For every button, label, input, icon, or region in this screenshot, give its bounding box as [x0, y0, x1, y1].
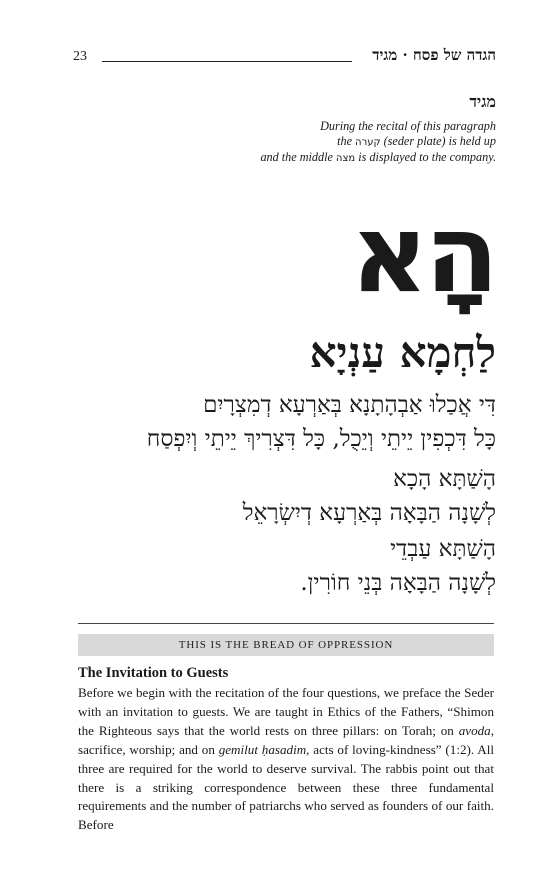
commentary-italic-term: avoda [458, 722, 491, 738]
opening-word: הָא [350, 192, 495, 317]
liturgy-line: לְשָׁנָה הַבָּאָה בְּנֵי חוֹרִין. [300, 570, 496, 596]
instructions-hebrew-term: מצה [335, 153, 356, 164]
page-number: 23 [73, 49, 87, 64]
header-rule [102, 61, 352, 62]
instructions-hebrew-term: קערה [355, 136, 381, 148]
commentary-body [78, 684, 494, 835]
commentary-text: , acts of loving-kindness” (1:2). All three are required for the world to deserve survival. The rabbis point out that there is a striking correspondence between these three fundamental requirements and the number of patriarchs who served as founders of our faith. Before [78, 741, 494, 833]
instructions-text: the [337, 133, 352, 148]
commentary-text: , sacrifice, worship; and on [78, 722, 494, 757]
instructions-line-1: During the recital of this paragraph [320, 119, 496, 133]
liturgy-line: כָּל דִּכְפִין יֵיתֵי וְיֵכֻל, כָּל דִּצְרִיךְ יֵיתֵי וְיִפְסַח [146, 426, 496, 452]
instructions [196, 119, 496, 167]
instructions-line-2 [196, 134, 496, 151]
instructions-text: (seder plate) is held up [383, 133, 496, 148]
commentary-heading: The Invitation to Guests [78, 665, 229, 681]
instructions-text: is displayed to the company. [358, 150, 496, 164]
liturgy-line: הָשַׁתָּא הָכָא [393, 466, 496, 492]
instructions-text: and the middle [260, 150, 333, 164]
second-line: לַחְמָא עַנְיָא [309, 328, 496, 377]
liturgy-line: הָשַׁתָּא עַבְדֵי [390, 536, 496, 562]
liturgy-line: דִּי אֲכַלוּ אַבְהָתָנָא בְּאַרְעָא דְמִצְרָיִם [203, 392, 496, 418]
commentary-band-title: THIS IS THE BREAD OF OPPRESSION [78, 634, 494, 656]
instructions-line-3 [196, 150, 496, 167]
commentary [78, 664, 494, 835]
running-header [73, 44, 496, 68]
commentary-text: Before we begin with the recitation of the four questions, we preface the Seder with an invitation to guests. We are taught in Ethics of the Fathers, “Shimon the Righteous says that the world rests on three pillars: on Torah; on [78, 685, 494, 738]
commentary-italic-term: gemilut ḥasadim [218, 741, 307, 757]
section-title: מגיד [469, 92, 496, 111]
commentary-divider [78, 623, 494, 624]
liturgy-line: לְשָׁנָה הַבָּאָה בְּאַרְעָא דְיִשְׂרָאֵל [242, 500, 496, 526]
running-title: הגדה של פסח · מגיד [372, 46, 496, 64]
